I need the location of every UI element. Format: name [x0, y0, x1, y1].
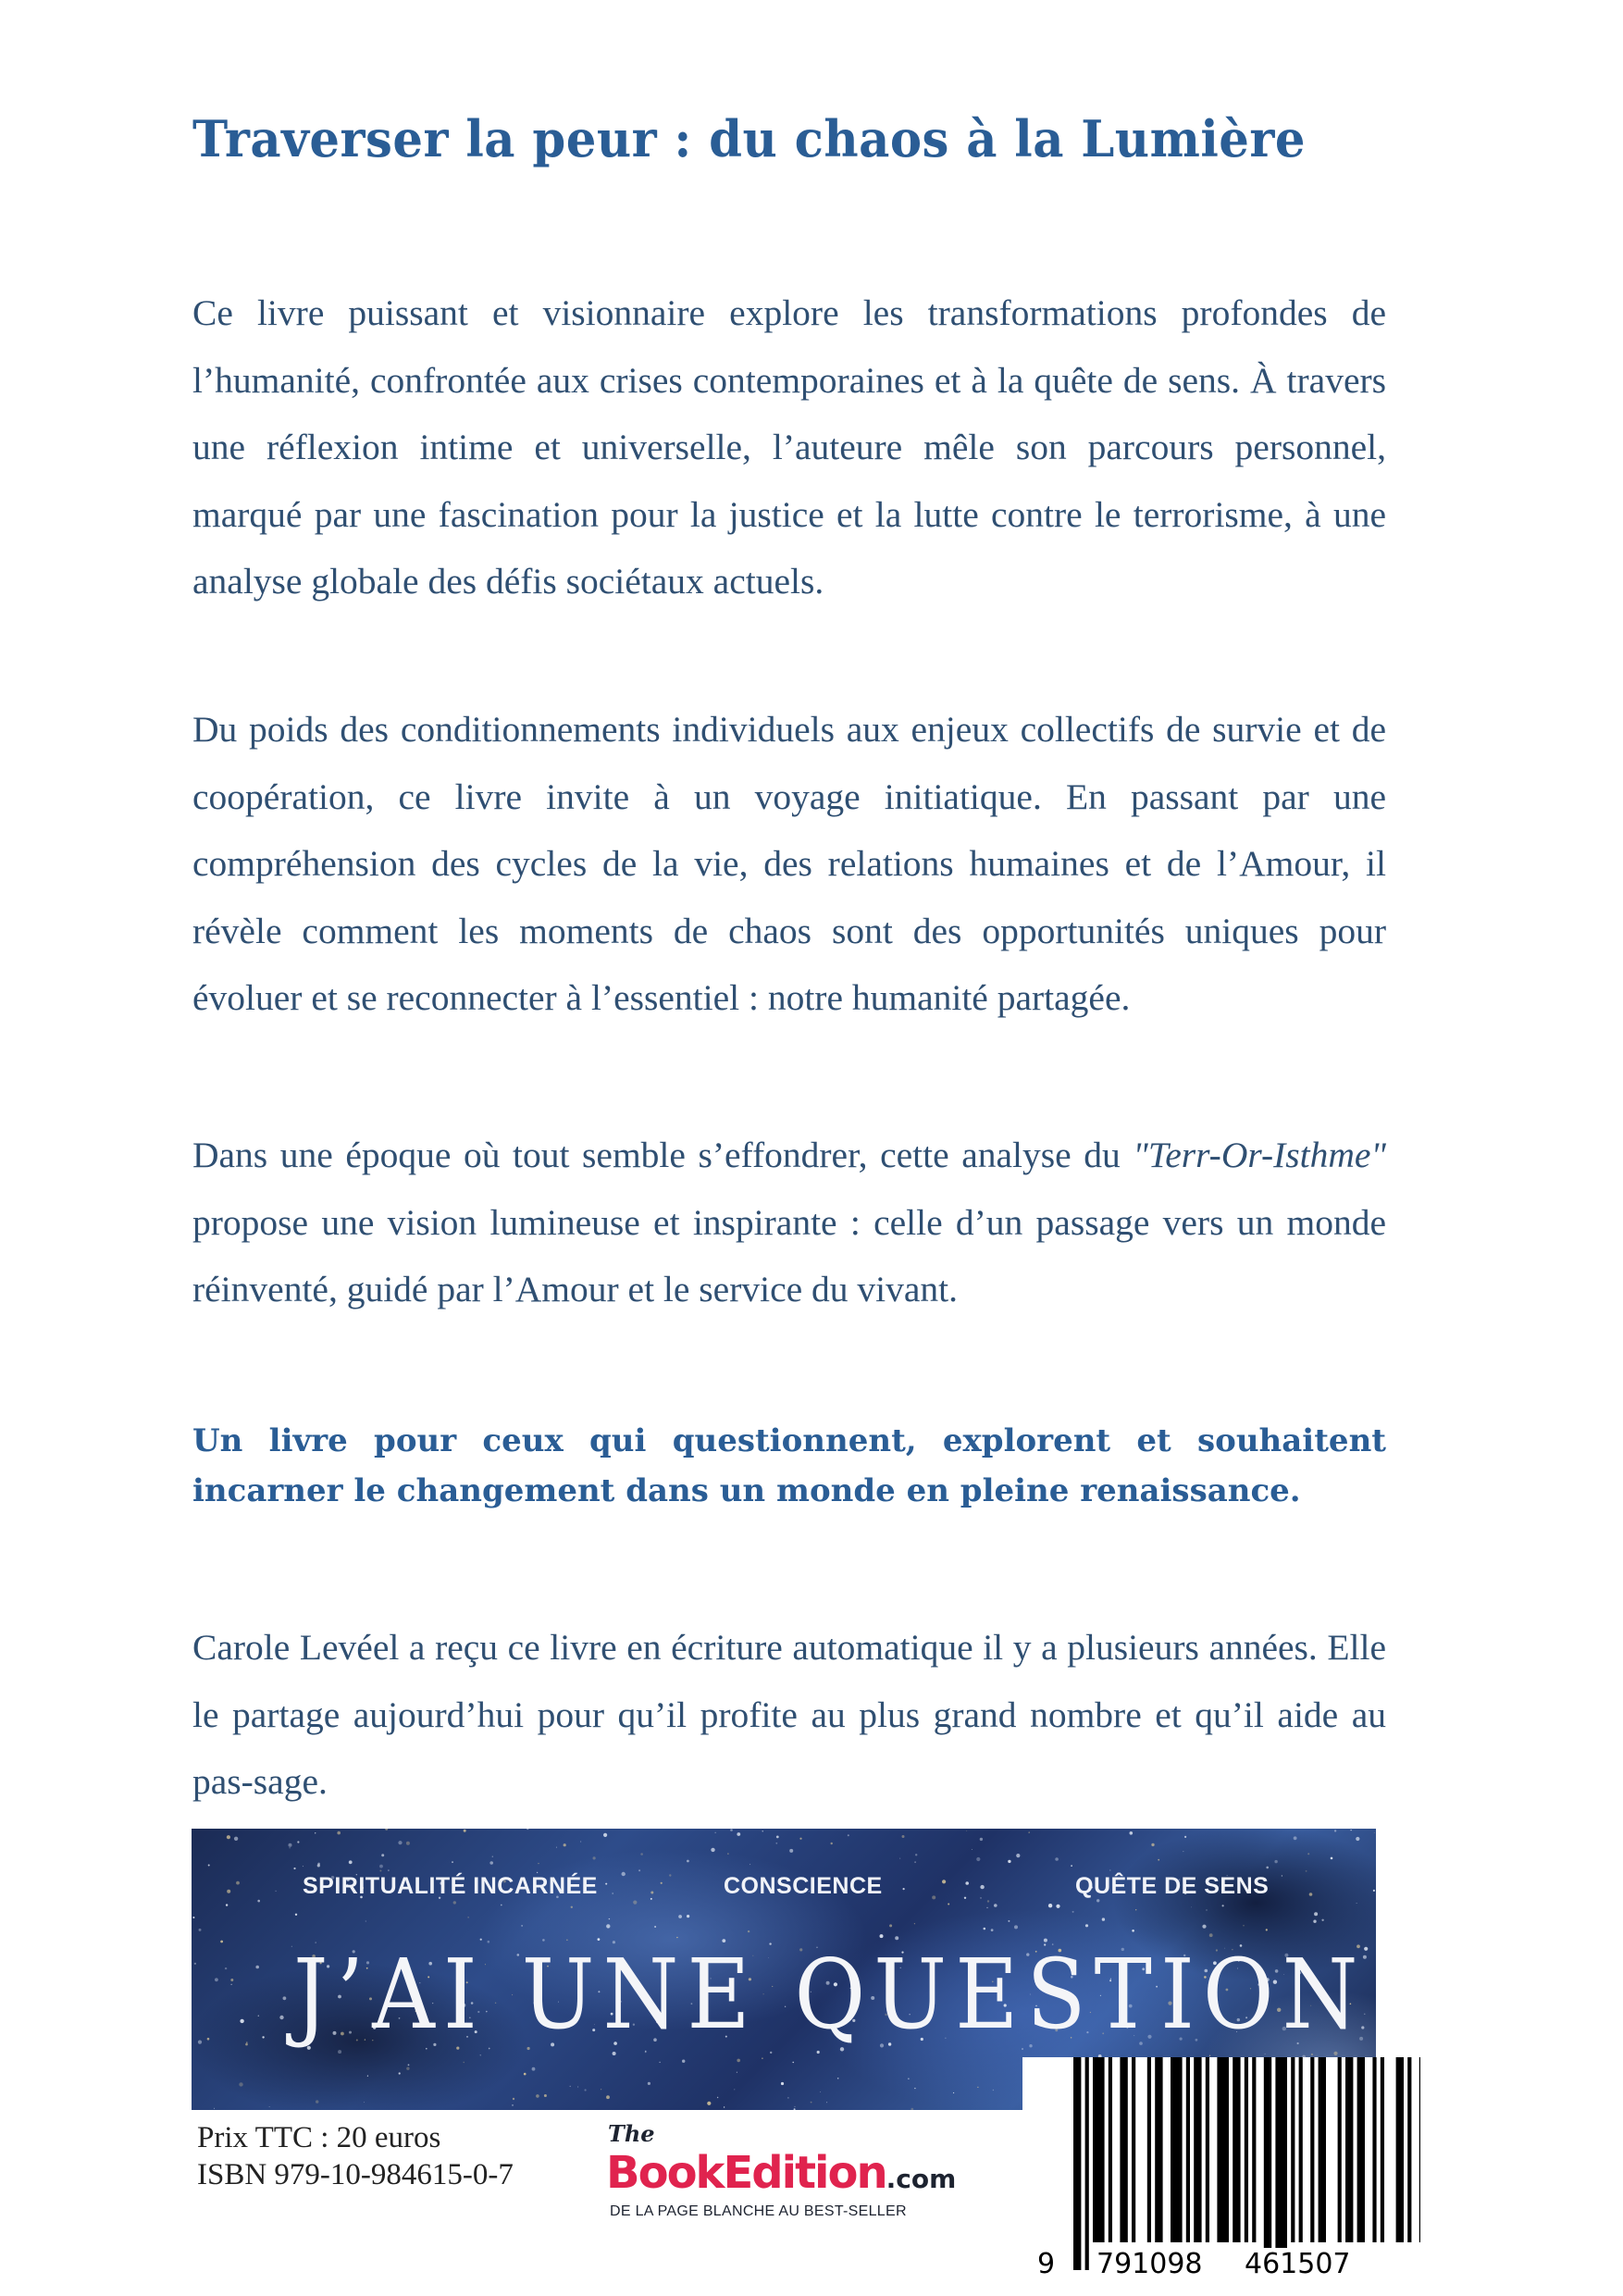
- star-dot: [1309, 1893, 1313, 1896]
- star-dot: [650, 1898, 652, 1900]
- star-dot: [245, 2043, 248, 2046]
- book-title: Traverser la peur : du chaos à la Lumière: [192, 109, 1307, 168]
- star-dot: [199, 1929, 202, 1931]
- star-dot: [198, 2041, 202, 2044]
- star-dot: [1294, 1836, 1297, 1840]
- star-dot: [826, 2102, 827, 2103]
- star-dot: [293, 1868, 295, 1869]
- barcode-bar: [1155, 2057, 1162, 2242]
- barcode-bar: [1372, 2057, 1376, 2242]
- star-dot: [730, 1829, 733, 1831]
- star-dot: [781, 2082, 784, 2085]
- star-dot: [192, 1917, 194, 1918]
- star-dot: [1209, 2055, 1210, 2056]
- star-dot: [622, 1872, 626, 1876]
- star-dot: [820, 2091, 821, 2092]
- star-dot: [385, 1829, 388, 1831]
- star-dot: [1071, 1865, 1072, 1867]
- author-note-text: Carole Levéel a reçu ce livre en écriture automatique il y a plusieurs années. Elle le partage aujourd’hui pour qu’il profite au plus grand nombre et qu’il aide au pas-sage.: [192, 1627, 1386, 1802]
- star-dot: [1356, 1837, 1359, 1841]
- star-dot: [908, 2078, 910, 2079]
- tagline-bold: Un livre pour ceux qui questionnent, explorent et souhaitent incarner le changement dans un monde en pleine renaissance.: [192, 1422, 1386, 1509]
- star-dot: [775, 1843, 777, 1844]
- star-dot: [737, 1832, 740, 1836]
- star-dot: [303, 1866, 304, 1867]
- star-dot: [349, 1860, 353, 1864]
- star-dot: [811, 2102, 812, 2104]
- star-dot: [795, 2106, 796, 2107]
- barcode-digit-first: 9: [1037, 2248, 1056, 2280]
- banner-tag: SPIRITUALITÉ INCARNÉE: [303, 1873, 598, 1899]
- star-dot: [831, 1843, 833, 1844]
- star-dot: [1016, 1854, 1020, 1857]
- paragraph-text: [192, 1122, 1386, 1323]
- logo-tagline: DE LA PAGE BLANCHE AU BEST-SELLER: [610, 2203, 907, 2219]
- star-dot: [902, 1835, 905, 1838]
- star-dot: [964, 1897, 966, 1899]
- price-text: Prix TTC : 20 euros: [197, 2121, 441, 2154]
- star-dot: [659, 2062, 660, 2063]
- star-dot: [381, 1854, 384, 1856]
- star-dot: [464, 2062, 465, 2063]
- star-dot: [1151, 1843, 1154, 1846]
- star-dot: [1130, 1831, 1134, 1835]
- star-dot: [225, 1967, 227, 1969]
- star-dot: [605, 1883, 607, 1885]
- star-dot: [585, 2089, 587, 2091]
- star-dot: [275, 1891, 276, 1892]
- star-dot: [379, 1870, 381, 1872]
- star-dot: [207, 2038, 210, 2041]
- star-dot: [398, 1841, 402, 1844]
- star-dot: [1102, 1917, 1105, 1920]
- logo-brand: [606, 2147, 956, 2205]
- star-dot: [991, 1929, 994, 1931]
- star-dot: [793, 2062, 794, 2063]
- star-dot: [297, 1841, 299, 1843]
- star-dot: [239, 2082, 242, 2086]
- star-dot: [527, 1829, 528, 1830]
- star-dot: [942, 1880, 946, 1883]
- star-dot: [645, 2052, 647, 2054]
- star-dot: [571, 1906, 573, 1908]
- summary-paragraph-1: [192, 279, 1386, 615]
- star-dot: [1008, 1860, 1010, 1863]
- barcode-bar: [1206, 2057, 1209, 2242]
- barcode-bar: [1275, 2057, 1287, 2270]
- star-dot: [648, 2082, 650, 2085]
- star-dot: [986, 1907, 987, 1908]
- star-dot: [408, 2064, 410, 2066]
- star-dot: [789, 1849, 793, 1853]
- star-dot: [262, 2036, 264, 2038]
- barcode-bar: [1093, 2057, 1105, 2242]
- barcode-bar: [1186, 2057, 1190, 2242]
- barcode-bar: [1171, 2057, 1183, 2242]
- star-dot: [650, 1892, 653, 1894]
- star-dot: [1331, 1857, 1333, 1860]
- star-dot: [1274, 1860, 1277, 1863]
- star-dot: [1313, 1920, 1316, 1923]
- star-dot: [661, 1882, 663, 1884]
- star-dot: [1222, 1905, 1224, 1906]
- star-dot: [1334, 1830, 1336, 1831]
- star-dot: [914, 1923, 915, 1924]
- star-dot: [556, 1847, 557, 1848]
- paragraph-text-end: propose une vision lumineuse et inspirante : celle d’un passage vers un monde réinventé, guidé par l’Amour et le service du vivant.: [192, 1201, 1386, 1309]
- star-dot: [682, 2060, 685, 2063]
- barcode-digits-left: 791098: [1096, 2248, 1203, 2280]
- logo-domain: .com: [886, 2164, 957, 2194]
- star-dot: [1333, 2052, 1337, 2055]
- isbn-barcode: [1022, 2057, 1420, 2296]
- star-dot: [1266, 1867, 1269, 1869]
- barcode-bar: [1194, 2057, 1201, 2242]
- star-dot: [899, 1858, 900, 1859]
- barcode-bar: [1299, 2057, 1303, 2242]
- star-dot: [1109, 1869, 1110, 1870]
- star-dot: [914, 1861, 916, 1863]
- star-dot: [1373, 1890, 1375, 1892]
- star-dot: [1311, 2054, 1313, 2055]
- star-dot: [258, 2016, 259, 2017]
- star-dot: [453, 1901, 456, 1904]
- star-dot: [603, 1833, 607, 1837]
- barcode-bar: [1319, 2057, 1326, 2242]
- star-dot: [787, 2097, 788, 2098]
- star-dot: [687, 1860, 689, 1863]
- barcode-bar: [1345, 2057, 1353, 2242]
- star-dot: [1135, 1909, 1136, 1910]
- star-dot: [987, 1900, 989, 1902]
- star-dot: [234, 1837, 238, 1841]
- star-dot: [993, 2090, 994, 2091]
- star-dot: [580, 1842, 581, 1843]
- star-dot: [1048, 1904, 1052, 1907]
- barcode-bar: [1338, 2057, 1342, 2242]
- star-dot: [932, 1895, 935, 1899]
- paragraph-text-start: Dans une époque où tout semble s’effondrer, cette analyse du: [192, 1135, 1134, 1175]
- star-dot: [976, 1857, 980, 1861]
- star-dot: [521, 1925, 523, 1927]
- star-dot: [291, 1946, 292, 1947]
- star-dot: [1314, 1912, 1318, 1916]
- star-dot: [317, 1863, 320, 1866]
- star-dot: [279, 2016, 283, 2019]
- isbn-text: ISBN 979-10-984615-0-7: [197, 2158, 514, 2191]
- star-dot: [194, 1963, 196, 1965]
- star-dot: [707, 2102, 711, 2105]
- star-dot: [464, 1830, 466, 1832]
- barcode-bar: [1132, 2057, 1135, 2242]
- star-dot: [513, 2098, 514, 2100]
- barcode-bar: [1357, 2057, 1365, 2242]
- star-dot: [1306, 1870, 1307, 1872]
- star-dot: [612, 1893, 613, 1894]
- star-dot: [227, 1835, 230, 1839]
- star-dot: [633, 1901, 637, 1905]
- star-dot: [1158, 1859, 1159, 1861]
- barcode-bar: [1147, 2057, 1151, 2242]
- concept-term: "Terr-Or-Isthme": [1133, 1135, 1386, 1175]
- barcode-bar: [1419, 2057, 1420, 2242]
- star-dot: [295, 1914, 297, 1916]
- star-dot: [613, 2052, 616, 2055]
- star-dot: [289, 1847, 290, 1848]
- paragraph-text: Ce livre puissant et visionnaire explore les transformations profondes de l’humanité, confrontée aux crises contemporaines et à la quête de sens. À travers une réflexion intime et universelle, l’auteure mêle son parcours personnel, marqué par une fascination pour la justice et la lutte contre le terrorisme, à une analyse globale des défis sociétaux actuels.: [192, 292, 1386, 602]
- summary-paragraph-2: [192, 696, 1386, 1032]
- star-dot: [638, 1869, 640, 1871]
- star-dot: [817, 2051, 820, 2054]
- star-dot: [606, 1924, 610, 1928]
- price-isbn-block: [197, 2119, 514, 2193]
- star-dot: [240, 2019, 243, 2023]
- star-dot: [289, 1843, 292, 1847]
- star-dot: [678, 1915, 682, 1918]
- star-dot: [748, 1930, 750, 1932]
- star-dot: [1209, 1933, 1213, 1937]
- star-dot: [776, 1836, 779, 1839]
- star-dot: [1008, 1920, 1010, 1922]
- star-dot: [977, 2087, 978, 2088]
- barcode-bar: [1264, 2057, 1271, 2270]
- star-dot: [1132, 1930, 1134, 1932]
- star-dot: [980, 1838, 983, 1841]
- star-dot: [399, 2072, 401, 2074]
- banner-tag: CONSCIENCE: [724, 1873, 883, 1899]
- star-dot: [687, 1915, 689, 1917]
- star-dot: [911, 2108, 913, 2110]
- star-dot: [365, 1920, 366, 1921]
- barcode-bars: [1022, 2057, 1420, 2289]
- star-dot: [236, 1881, 240, 1885]
- star-dot: [980, 1885, 984, 1889]
- star-dot: [1191, 1907, 1192, 1908]
- barcode-digits-right: 461507: [1245, 2248, 1351, 2280]
- star-dot: [489, 1861, 493, 1865]
- publisher-logo: [606, 2121, 1004, 2241]
- star-dot: [953, 2092, 954, 2093]
- star-dot: [406, 1842, 410, 1845]
- barcode-bar: [1120, 2057, 1127, 2242]
- barcode-bar: [1109, 2057, 1112, 2242]
- barcode-bar: [1217, 2057, 1229, 2242]
- star-dot: [1321, 1919, 1323, 1921]
- star-dot: [972, 1849, 973, 1850]
- star-dot: [799, 1838, 801, 1840]
- star-dot: [1014, 1925, 1018, 1929]
- star-dot: [1055, 1857, 1059, 1861]
- star-dot: [654, 1926, 656, 1928]
- star-dot: [246, 2042, 248, 2043]
- star-dot: [501, 1905, 502, 1906]
- star-dot: [379, 1865, 383, 1868]
- star-dot: [208, 1865, 210, 1867]
- star-dot: [915, 1854, 917, 1855]
- star-dot: [994, 1904, 997, 1907]
- star-dot: [837, 2078, 839, 2079]
- star-dot: [230, 1979, 233, 1981]
- star-dot: [965, 1881, 969, 1885]
- star-dot: [727, 1853, 728, 1854]
- star-dot: [640, 1853, 643, 1855]
- star-dot: [544, 2094, 547, 2097]
- star-dot: [214, 2108, 215, 2109]
- star-dot: [1184, 1836, 1186, 1838]
- star-dot: [737, 2059, 740, 2063]
- star-dot: [315, 1832, 316, 1833]
- star-dot: [215, 1978, 218, 1981]
- star-dot: [1202, 1925, 1206, 1929]
- star-dot: [794, 2108, 796, 2110]
- star-dot: [889, 1924, 892, 1927]
- star-dot: [980, 1897, 982, 1899]
- star-dot: [715, 1832, 716, 1833]
- star-dot: [593, 1856, 596, 1859]
- star-dot: [1243, 1925, 1245, 1927]
- star-dot: [1351, 1830, 1352, 1831]
- star-dot: [1374, 1832, 1375, 1833]
- banner-tag: QUÊTE DE SENS: [1075, 1873, 1270, 1899]
- star-dot: [538, 1863, 539, 1864]
- star-dot: [337, 1831, 341, 1835]
- paragraph-text: Du poids des conditionnements individuels aux enjeux collectifs de survie et de coopération, ce livre invite à un voyage initiatique. En passant par une compréhension des cycles de la vie, des relations humaines et de l’Amour, il révèle comment les moments de chaos sont des opportunités uniques pour évoluer et se reconnecter à l’essentiel : notre humanité partagée.: [192, 709, 1386, 1018]
- logo-name: BookEdition: [606, 2147, 886, 2199]
- star-dot: [609, 1918, 610, 1919]
- logo-the: The: [608, 2120, 655, 2147]
- barcode-bar: [1085, 2057, 1089, 2270]
- star-dot: [480, 2054, 481, 2055]
- barcode-bar: [1252, 2057, 1256, 2242]
- star-dot: [1183, 1851, 1184, 1852]
- star-dot: [903, 1888, 905, 1890]
- star-dot: [532, 2067, 536, 2071]
- star-dot: [512, 2104, 513, 2105]
- star-dot: [1085, 1924, 1088, 1927]
- barcode-bar: [1233, 2057, 1240, 2242]
- star-dot: [948, 1904, 949, 1905]
- star-dot: [711, 1848, 714, 1852]
- star-dot: [564, 1843, 566, 1846]
- star-dot: [524, 2073, 527, 2076]
- star-dot: [220, 1941, 223, 1943]
- star-dot: [724, 2106, 725, 2107]
- star-dot: [367, 2076, 368, 2077]
- star-dot: [848, 1834, 849, 1836]
- star-dot: [669, 1874, 671, 1876]
- barcode-bar: [1396, 2057, 1404, 2242]
- star-dot: [255, 1966, 259, 1969]
- barcode-bar: [1407, 2057, 1411, 2242]
- star-dot: [257, 1900, 260, 1903]
- star-dot: [606, 2095, 610, 2099]
- star-dot: [492, 1856, 493, 1857]
- barcode-bar: [1245, 2057, 1248, 2242]
- star-dot: [577, 2086, 578, 2087]
- star-dot: [388, 1869, 389, 1870]
- star-dot: [1206, 1909, 1207, 1910]
- star-dot: [364, 2102, 365, 2103]
- star-dot: [536, 2094, 539, 2098]
- star-dot: [1028, 1831, 1030, 1833]
- author-note: [192, 1614, 1386, 1816]
- star-dot: [452, 1861, 453, 1863]
- star-dot: [1307, 1853, 1309, 1855]
- star-dot: [1072, 1911, 1074, 1913]
- star-dot: [269, 2106, 270, 2107]
- barcode-bar: [1381, 2057, 1384, 2242]
- star-dot: [984, 1928, 986, 1930]
- star-dot: [406, 2067, 409, 2070]
- star-dot: [1266, 1929, 1268, 1930]
- star-dot: [1056, 1905, 1059, 1908]
- star-dot: [570, 2086, 571, 2087]
- star-dot: [226, 1904, 228, 1905]
- star-dot: [914, 2088, 915, 2089]
- star-dot: [283, 1996, 287, 2000]
- barcode-bar: [1310, 2057, 1314, 2242]
- star-dot: [734, 2089, 735, 2090]
- star-dot: [770, 2052, 772, 2054]
- star-dot: [316, 2100, 318, 2103]
- summary-paragraph-3: [192, 1122, 1386, 1323]
- star-dot: [231, 1984, 232, 1985]
- series-title: J’AI UNE QUESTION: [293, 1938, 1367, 2051]
- star-dot: [227, 1890, 230, 1893]
- barcode-bar: [1073, 2057, 1081, 2270]
- barcode-bar: [1291, 2057, 1295, 2242]
- star-dot: [717, 2097, 718, 2098]
